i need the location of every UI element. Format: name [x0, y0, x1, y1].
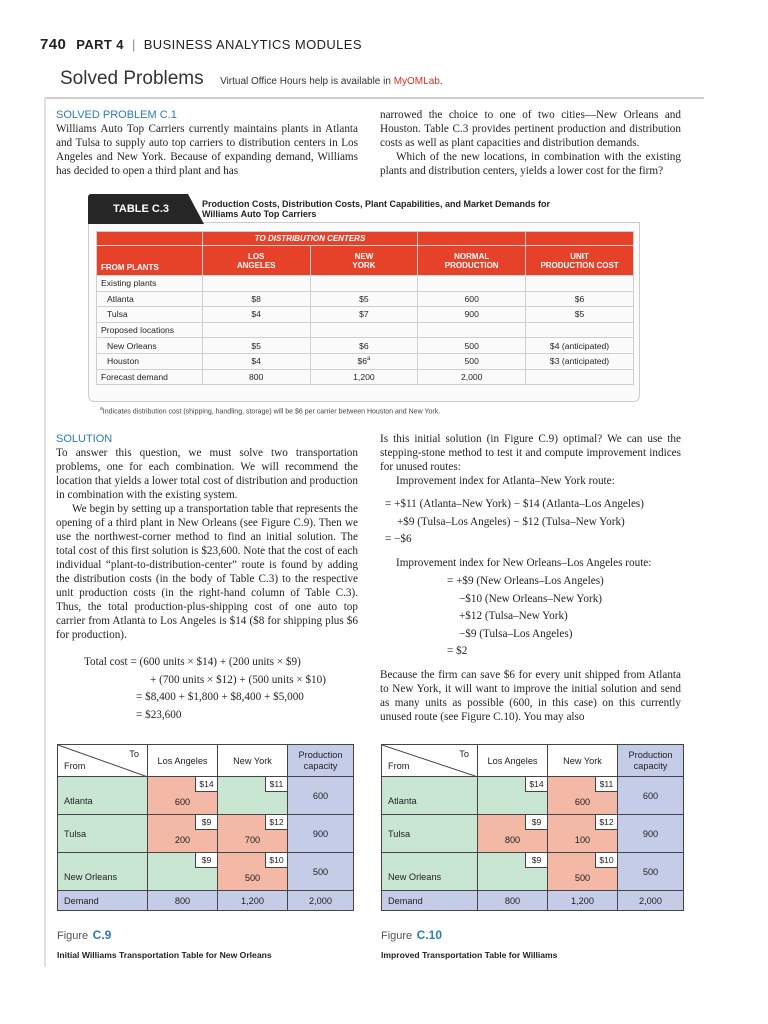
- figure-caption-text: Improved Transportation Table for Williams: [381, 950, 558, 960]
- header-ny-2: YORK: [352, 260, 376, 270]
- cell-cost: $9: [525, 815, 547, 830]
- problem-text-3: Which of the new locations, in combination with the existing plants and distribution centers, yields a lower cost for the firm?: [380, 151, 681, 177]
- equation-line: = $2: [447, 645, 468, 657]
- capacity-1: Production: [628, 749, 673, 760]
- row-label: Tulsa: [382, 815, 478, 853]
- row-label: New Orleans: [58, 853, 148, 891]
- cell-cost: $9: [525, 853, 547, 868]
- equation-line: = +$11 (Atlanta–New York) − $14 (Atlanta–Los Angeles): [385, 498, 645, 510]
- row-label: Atlanta: [382, 777, 478, 815]
- table-row: [382, 777, 684, 815]
- corner-cell: [58, 745, 148, 777]
- table-row: [97, 353, 634, 369]
- demand-total: 2,000: [288, 891, 354, 911]
- table-row: [97, 338, 634, 354]
- plant-name: Tulsa: [97, 307, 203, 323]
- right-col-intro: [380, 432, 681, 488]
- solution-para-1: To answer this question, we must solve two transportation problems, one for each combination. We will recommend the location that yields a lower total cost of distribution and production in combination with the existing system.: [56, 447, 358, 501]
- part-label: PART 4: [76, 37, 124, 52]
- figure-caption-text: Initial Williams Transportation Table for New Orleans: [57, 950, 272, 960]
- ny-cost: [310, 353, 418, 369]
- to-label: To: [459, 749, 469, 759]
- equation-line: −$10 (New Orleans–New York): [459, 592, 603, 605]
- header-la-1: LOS: [247, 251, 265, 261]
- col-capacity: [288, 745, 354, 777]
- header-los-angeles: [202, 246, 310, 276]
- la-cost: $4: [202, 353, 310, 369]
- section-rule: [44, 97, 704, 99]
- table-row: [58, 853, 354, 891]
- caption-line-1: Production Costs, Distribution Costs, Plant Capabilities, and Market Demands for: [202, 199, 551, 209]
- cell-atlanta-ny: [218, 777, 288, 815]
- header-blank: [418, 232, 526, 246]
- virtual-office-hours-note: [220, 76, 443, 87]
- table-row: [97, 291, 634, 307]
- col-new-york: New York: [548, 745, 618, 777]
- equation-line: +$9 (Tulsa–Los Angeles) − $12 (Tulsa–New York): [397, 515, 625, 528]
- cell-cost: $11: [265, 777, 287, 792]
- figure-c10-table: [381, 744, 684, 911]
- module-title: BUSINESS ANALYTICS MODULES: [143, 37, 362, 52]
- cell-amount: 600: [174, 797, 191, 807]
- col-new-york: New York: [218, 745, 288, 777]
- cell-amount: 500: [244, 873, 261, 883]
- index-2-equation: [447, 573, 604, 661]
- cell-cost: $14: [195, 777, 217, 792]
- cell-atlanta-la: [148, 777, 218, 815]
- cell-cost: $10: [265, 853, 287, 868]
- col-los-angeles: Los Angeles: [148, 745, 218, 777]
- header-ny-1: NEW: [354, 251, 374, 261]
- plant-name: Houston: [97, 353, 203, 369]
- plant-name: New Orleans: [97, 338, 203, 354]
- table-c3-caption: [202, 199, 550, 219]
- cell-amount: 600: [574, 797, 591, 807]
- equation-line: = $23,600: [136, 708, 182, 721]
- normal-production: 600: [418, 291, 526, 307]
- cell-tulsa-ny: [218, 815, 288, 853]
- table-c3-footnote: [100, 406, 440, 415]
- capacity-2: capacity: [633, 760, 668, 771]
- cell-atlanta-la: [478, 777, 548, 815]
- la-cost: $5: [202, 338, 310, 354]
- cell-cost: $9: [195, 815, 217, 830]
- problem-text-1: Williams Auto Top Carriers currently maintains plants in Atlanta and Tulsa to supply auto top carriers to distribution centers in Los Angeles and New York. Because of expanding demand, Williams has decided to open a third plant and has: [56, 123, 358, 177]
- solution-para-2: We begin by setting up a transportation table that represents the opening of a third plant in New Orleans (see Figure C.9). Then we use the northwest-corner method to find an initial solution. The total cost of this first solution is $23,600. Note that the cost of each individual “plant-to-distribution-center” route is found by adding the distribution costs (in the body of Table C.3) to the respective unit production costs (in the right-hand column of Table C.3). Thus, the total production-plus-shipping cost of one auto top carrier from Atlanta to Los Angeles is $14 ($8 for shipping plus $6 for production).: [56, 503, 358, 641]
- equation-line: = $8,400 + $1,800 + $8,400 + $5,000: [136, 691, 304, 703]
- solution-heading: SOLUTION: [56, 433, 113, 445]
- row-label: Tulsa: [58, 815, 148, 853]
- cell-amount: 500: [574, 873, 591, 883]
- figure-c9-table: [57, 744, 354, 911]
- page-number: 740: [40, 36, 67, 53]
- table-row: [382, 853, 684, 891]
- ny-cost: $5: [310, 291, 418, 307]
- row-label: Atlanta: [58, 777, 148, 815]
- running-header: [40, 36, 362, 53]
- cell-capacity: 500: [618, 853, 684, 891]
- table-c3-grid: [96, 231, 634, 385]
- table-row: [382, 815, 684, 853]
- header-np-2: PRODUCTION: [444, 260, 499, 270]
- footnote-marker: a: [367, 356, 371, 363]
- cell-cost: $11: [595, 777, 617, 792]
- header-np-1: NORMAL: [454, 251, 490, 261]
- unit-cost: $6: [526, 291, 634, 307]
- cell-capacity: 500: [288, 853, 354, 891]
- equation-line: + (700 units × $12) + (500 units × $10): [150, 673, 326, 686]
- forecast-label: Forecast demand: [97, 369, 203, 385]
- forecast-ny: 1,200: [310, 369, 418, 385]
- demand-ny: 1,200: [548, 891, 618, 911]
- cell-tulsa-ny: [548, 815, 618, 853]
- myomlab-link[interactable]: MyOMLab: [393, 76, 440, 87]
- cell-neworleans-la: [478, 853, 548, 891]
- cell-amount: 700: [244, 835, 261, 845]
- demand-row: [382, 891, 684, 911]
- demand-la: 800: [478, 891, 548, 911]
- cell-amount: 800: [504, 835, 521, 845]
- voh-suffix: .: [439, 76, 443, 87]
- problem-heading: SOLVED PROBLEM C.1: [56, 109, 177, 121]
- corner-cell: [382, 745, 478, 777]
- header-la-2: ANGELES: [236, 260, 276, 270]
- cell-amount: 200: [174, 835, 191, 845]
- equation-line: −$9 (Tulsa–Los Angeles): [459, 627, 573, 640]
- capacity-2: capacity: [303, 760, 338, 771]
- from-label: From: [388, 761, 410, 771]
- right-col-conclusion: Because the firm can save $6 for every unit shipped from Atlanta to New York, it will want to improve the initial solution and send as many units as possible (600, in this case) on this currently unused route (see Figure C.10). You may also: [380, 669, 681, 723]
- demand-label: Demand: [382, 891, 478, 911]
- header-blank: [526, 232, 634, 246]
- unit-cost: $5: [526, 307, 634, 323]
- voh-prefix: Virtual Office Hours help is available in: [220, 76, 394, 87]
- table-c3-tab: TABLE C.3: [88, 194, 188, 224]
- section-side-rule: [44, 97, 46, 967]
- cell-capacity: 900: [618, 815, 684, 853]
- forecast-total: 2,000: [418, 369, 526, 385]
- demand-la: 800: [148, 891, 218, 911]
- index-2-title: Improvement index for New Orleans–Los Angeles route:: [396, 557, 652, 569]
- ny-cost-value: $6: [357, 356, 368, 367]
- problem-text-2: narrowed the choice to one of two cities—New Orleans and Houston. Table C.3 provides pertinent production and distribution costs as well as plant capacities and distribution demands.: [380, 109, 681, 149]
- cell-amount: 100: [574, 835, 591, 845]
- la-cost: $4: [202, 307, 310, 323]
- col-capacity: [618, 745, 684, 777]
- table-row: [58, 815, 354, 853]
- cell-neworleans-ny: [218, 853, 288, 891]
- cell-tulsa-la: [148, 815, 218, 853]
- figure-number: C.10: [416, 928, 442, 942]
- ny-cost: $6: [310, 338, 418, 354]
- cell-cost: $10: [595, 853, 617, 868]
- footnote-text: Indicates distribution cost (shipping, handling, storage) will be $6 per carrier between Houston and New York.: [102, 408, 441, 416]
- demand-total: 2,000: [618, 891, 684, 911]
- to-label: To: [129, 749, 139, 759]
- cell-capacity: 900: [288, 815, 354, 853]
- header-normal-production: [418, 246, 526, 276]
- figure-word: Figure: [57, 930, 89, 942]
- cell-cost: $12: [265, 815, 287, 830]
- header-blank: [97, 232, 203, 246]
- header-unit-cost: [526, 246, 634, 276]
- cell-atlanta-ny: [548, 777, 618, 815]
- problem-col2: [380, 108, 681, 178]
- cell-tulsa-la: [478, 815, 548, 853]
- table-c3: [88, 194, 640, 402]
- unit-cost: $3 (anticipated): [526, 353, 634, 369]
- normal-production: 500: [418, 353, 526, 369]
- demand-ny: 1,200: [218, 891, 288, 911]
- table-row: [97, 322, 634, 338]
- la-cost: $8: [202, 291, 310, 307]
- plant-name: Atlanta: [97, 291, 203, 307]
- figure-word: Figure: [381, 930, 413, 942]
- table-row: [97, 369, 634, 385]
- unit-cost: $4 (anticipated): [526, 338, 634, 354]
- total-cost-equation: [84, 654, 326, 724]
- demand-label: Demand: [58, 891, 148, 911]
- cell-cost: $9: [195, 853, 217, 868]
- figure-number: C.9: [92, 928, 112, 942]
- problem-col1: [56, 108, 358, 178]
- demand-row: [58, 891, 354, 911]
- group-proposed-locations: Proposed locations: [97, 322, 203, 338]
- cell-neworleans-ny: [548, 853, 618, 891]
- capacity-1: Production: [298, 749, 343, 760]
- ny-cost: $7: [310, 307, 418, 323]
- stepping-stone-para: Is this initial solution (in Figure C.9) optimal? We can use the stepping-stone method to test it and compute improvement indices for unused routes:: [380, 433, 681, 473]
- cell-cost: $12: [595, 815, 617, 830]
- equation-line: Total cost = (600 units × $14) + (200 units × $9): [84, 656, 301, 668]
- header-new-york: [310, 246, 418, 276]
- cell-cost: $14: [525, 777, 547, 792]
- table-row: [97, 307, 634, 323]
- solved-problems-heading: [60, 68, 443, 90]
- header-uc-1: UNIT: [570, 251, 589, 261]
- normal-production: 500: [418, 338, 526, 354]
- section-title: Solved Problems: [60, 68, 204, 89]
- equation-line: = +$9 (New Orleans–Los Angeles): [447, 575, 604, 587]
- index-1-equation: [385, 496, 644, 549]
- group-existing-plants: Existing plants: [97, 276, 203, 292]
- figure-c10-caption: [381, 926, 557, 960]
- forecast-la: 800: [202, 369, 310, 385]
- table-row: [97, 276, 634, 292]
- cell-capacity: 600: [288, 777, 354, 815]
- equation-line: +$12 (Tulsa–New York): [459, 610, 568, 622]
- cell-neworleans-la: [148, 853, 218, 891]
- index-1-title: Improvement index for Atlanta–New York route:: [396, 475, 615, 487]
- figure-c9-caption: [57, 926, 272, 960]
- normal-production: 900: [418, 307, 526, 323]
- header-distribution-centers: TO DISTRIBUTION CENTERS: [202, 232, 418, 246]
- caption-line-2: Williams Auto Top Carriers: [202, 209, 317, 219]
- row-label: New Orleans: [382, 853, 478, 891]
- header-uc-2: PRODUCTION COST: [540, 260, 619, 270]
- header-separator: |: [131, 37, 136, 52]
- solution-col1: [56, 432, 358, 642]
- from-label: From: [64, 761, 86, 771]
- header-from-plants: FROM PLANTS: [97, 246, 203, 276]
- table-row: [58, 777, 354, 815]
- footnote-mark: a: [100, 406, 103, 412]
- cell-capacity: 600: [618, 777, 684, 815]
- equation-line: = −$6: [385, 533, 412, 545]
- col-los-angeles: Los Angeles: [478, 745, 548, 777]
